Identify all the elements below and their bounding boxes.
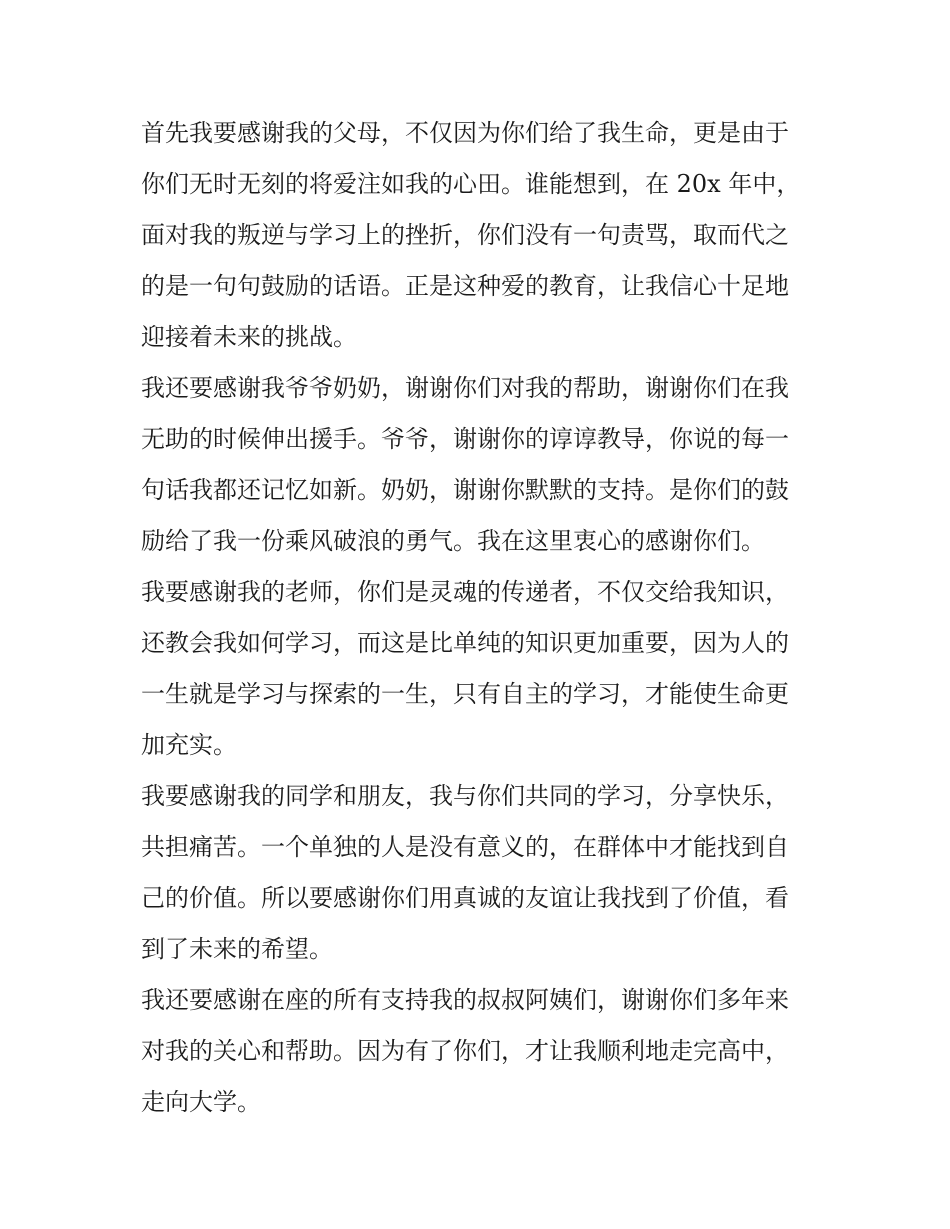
text-line: 我要感谢我的老师，你们是灵魂的传递者，不仅交给我知识， <box>141 578 789 606</box>
text-line: 还教会我如何学习，而这是比单纯的知识更加重要，因为人的 <box>141 629 789 657</box>
text-line: 我还要感谢在座的所有支持我的叔叔阿姨们，谢谢你们多年来 <box>141 986 789 1014</box>
paragraph-elders <box>141 975 811 1128</box>
paragraph-parents <box>141 108 811 363</box>
text-line: 首先我要感谢我的父母，不仅因为你们给了我生命，更是由于 <box>141 119 789 147</box>
paragraph-grandparents <box>141 363 811 567</box>
document-body <box>141 108 811 1128</box>
text-line: 无助的时候伸出援手。爷爷，谢谢你的谆谆教导，你说的每一 <box>141 425 789 453</box>
text-line: 我还要感谢我爷爷奶奶，谢谢你们对我的帮助，谢谢你们在我 <box>141 374 789 402</box>
text-line: 迎接着未来的挑战。 <box>141 323 357 351</box>
text-line: 的是一句句鼓励的话语。正是这种爱的教育，让我信心十足地 <box>141 272 789 300</box>
text-line: 对我的关心和帮助。因为有了你们，才让我顺利地走完高中， <box>141 1037 789 1065</box>
text-line: 加充实。 <box>141 731 237 759</box>
text-line: 到了未来的希望。 <box>141 935 333 963</box>
text-line: 句话我都还记忆如新。奶奶，谢谢你默默的支持。是你们的鼓 <box>141 476 789 504</box>
text-line: 走向大学。 <box>141 1088 261 1116</box>
text-line: 一生就是学习与探索的一生，只有自主的学习，才能使生命更 <box>141 680 789 708</box>
text-line: 励给了我一份乘风破浪的勇气。我在这里衷心的感谢你们。 <box>141 527 765 555</box>
text-line: 己的价值。所以要感谢你们用真诚的友谊让我找到了价值，看 <box>141 884 789 912</box>
paragraph-teachers <box>141 567 811 771</box>
text-line: 我要感谢我的同学和朋友，我与你们共同的学习，分享快乐， <box>141 782 789 810</box>
paragraph-classmates <box>141 771 811 975</box>
text-line: 面对我的叛逆与学习上的挫折，你们没有一句责骂，取而代之 <box>141 221 789 249</box>
text-line: 你们无时无刻的将爱注如我的心田。谁能想到，在 20x 年中， <box>141 170 801 198</box>
text-line: 共担痛苦。一个单独的人是没有意义的，在群体中才能找到自 <box>141 833 789 861</box>
